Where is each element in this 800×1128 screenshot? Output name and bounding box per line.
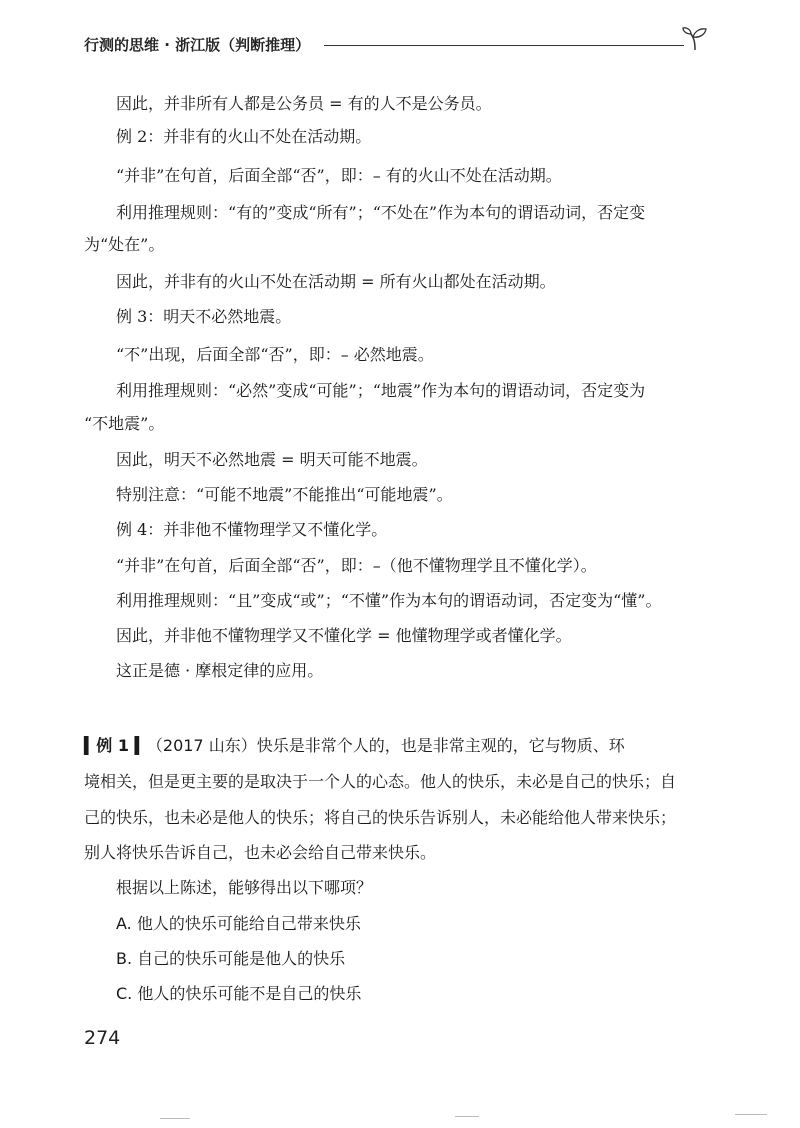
body-line: 利用推理规则：“必然”变成“可能”；“地震”作为本句的谓语动词，否定变为	[116, 381, 646, 400]
body-line: 特别注意：“可能不地震”不能推出“可能地震”。	[116, 485, 453, 504]
question-stem-line: 己的快乐，也未必是他人的快乐；将自己的快乐告诉别人，未必能给他人带来快乐；	[84, 808, 677, 827]
running-header	[84, 34, 714, 60]
header-title: 行测的思维 · 浙江版（判断推理）	[84, 36, 311, 54]
body-line: 例 2：并非有的火山不处在活动期。	[116, 127, 372, 146]
body-line: 因此，明天不必然地震 = 明天可能不地震。	[116, 450, 428, 469]
body-line: 因此，并非有的火山不处在活动期 = 所有火山都处在活动期。	[116, 272, 556, 291]
body-line: 利用推理规则：“有的”变成“所有”；“不处在”作为本句的谓语动词，否定变	[116, 203, 646, 222]
body-line: 利用推理规则：“且”变成“或”；“不懂”作为本句的谓语动词，否定变为“懂”。	[116, 591, 662, 610]
body-line: 例 3：明天不必然地震。	[116, 307, 292, 326]
body-line: 因此，并非所有人都是公务员 = 有的人不是公务员。	[116, 94, 492, 113]
scan-artifact	[735, 1114, 767, 1115]
body-line: 例 4：并非他不懂物理学又不懂化学。	[116, 520, 388, 539]
scan-artifact	[455, 1116, 479, 1117]
question-prompt: 根据以上陈述，能够得出以下哪项？	[116, 878, 373, 897]
question-tag: ▍例 1 ▍	[84, 736, 147, 755]
question-text: （2017 山东）快乐是非常个人的，也是非常主观的，它与物质、环	[146, 736, 625, 755]
scan-artifact	[160, 1118, 190, 1119]
body-line: 因此，并非他不懂物理学又不懂化学 = 他懂物理学或者懂化学。	[116, 626, 572, 645]
answer-option: B. 自己的快乐可能是他人的快乐	[116, 949, 346, 968]
question-stem-line: 境相关，但是更主要的是取决于一个人的心态。他人的快乐，未必是自己的快乐；自	[84, 772, 677, 791]
body-line: “并非”在句首，后面全部“否”，即：–（他不懂物理学且不懂化学）。	[116, 556, 597, 575]
answer-option: A. 他人的快乐可能给自己带来快乐	[116, 914, 361, 933]
body-line: 为“处在”。	[84, 235, 165, 254]
question-stem-line: 别人将快乐告诉自己，也未必会给自己带来快乐。	[84, 843, 437, 862]
body-line: “并非”在句首，后面全部“否”，即：– 有的火山不处在活动期。	[116, 166, 562, 185]
page-number: 274	[84, 1027, 121, 1049]
body-line: “不地震”。	[84, 414, 165, 433]
answer-option: C. 他人的快乐可能不是自己的快乐	[116, 984, 362, 1003]
body-line: 这正是德 · 摩根定律的应用。	[116, 661, 324, 680]
body-line: “不”出现，后面全部“否”，即：– 必然地震。	[116, 345, 434, 364]
sprout-icon	[682, 26, 710, 52]
question-stem-line	[84, 734, 684, 758]
header-rule	[324, 45, 684, 46]
